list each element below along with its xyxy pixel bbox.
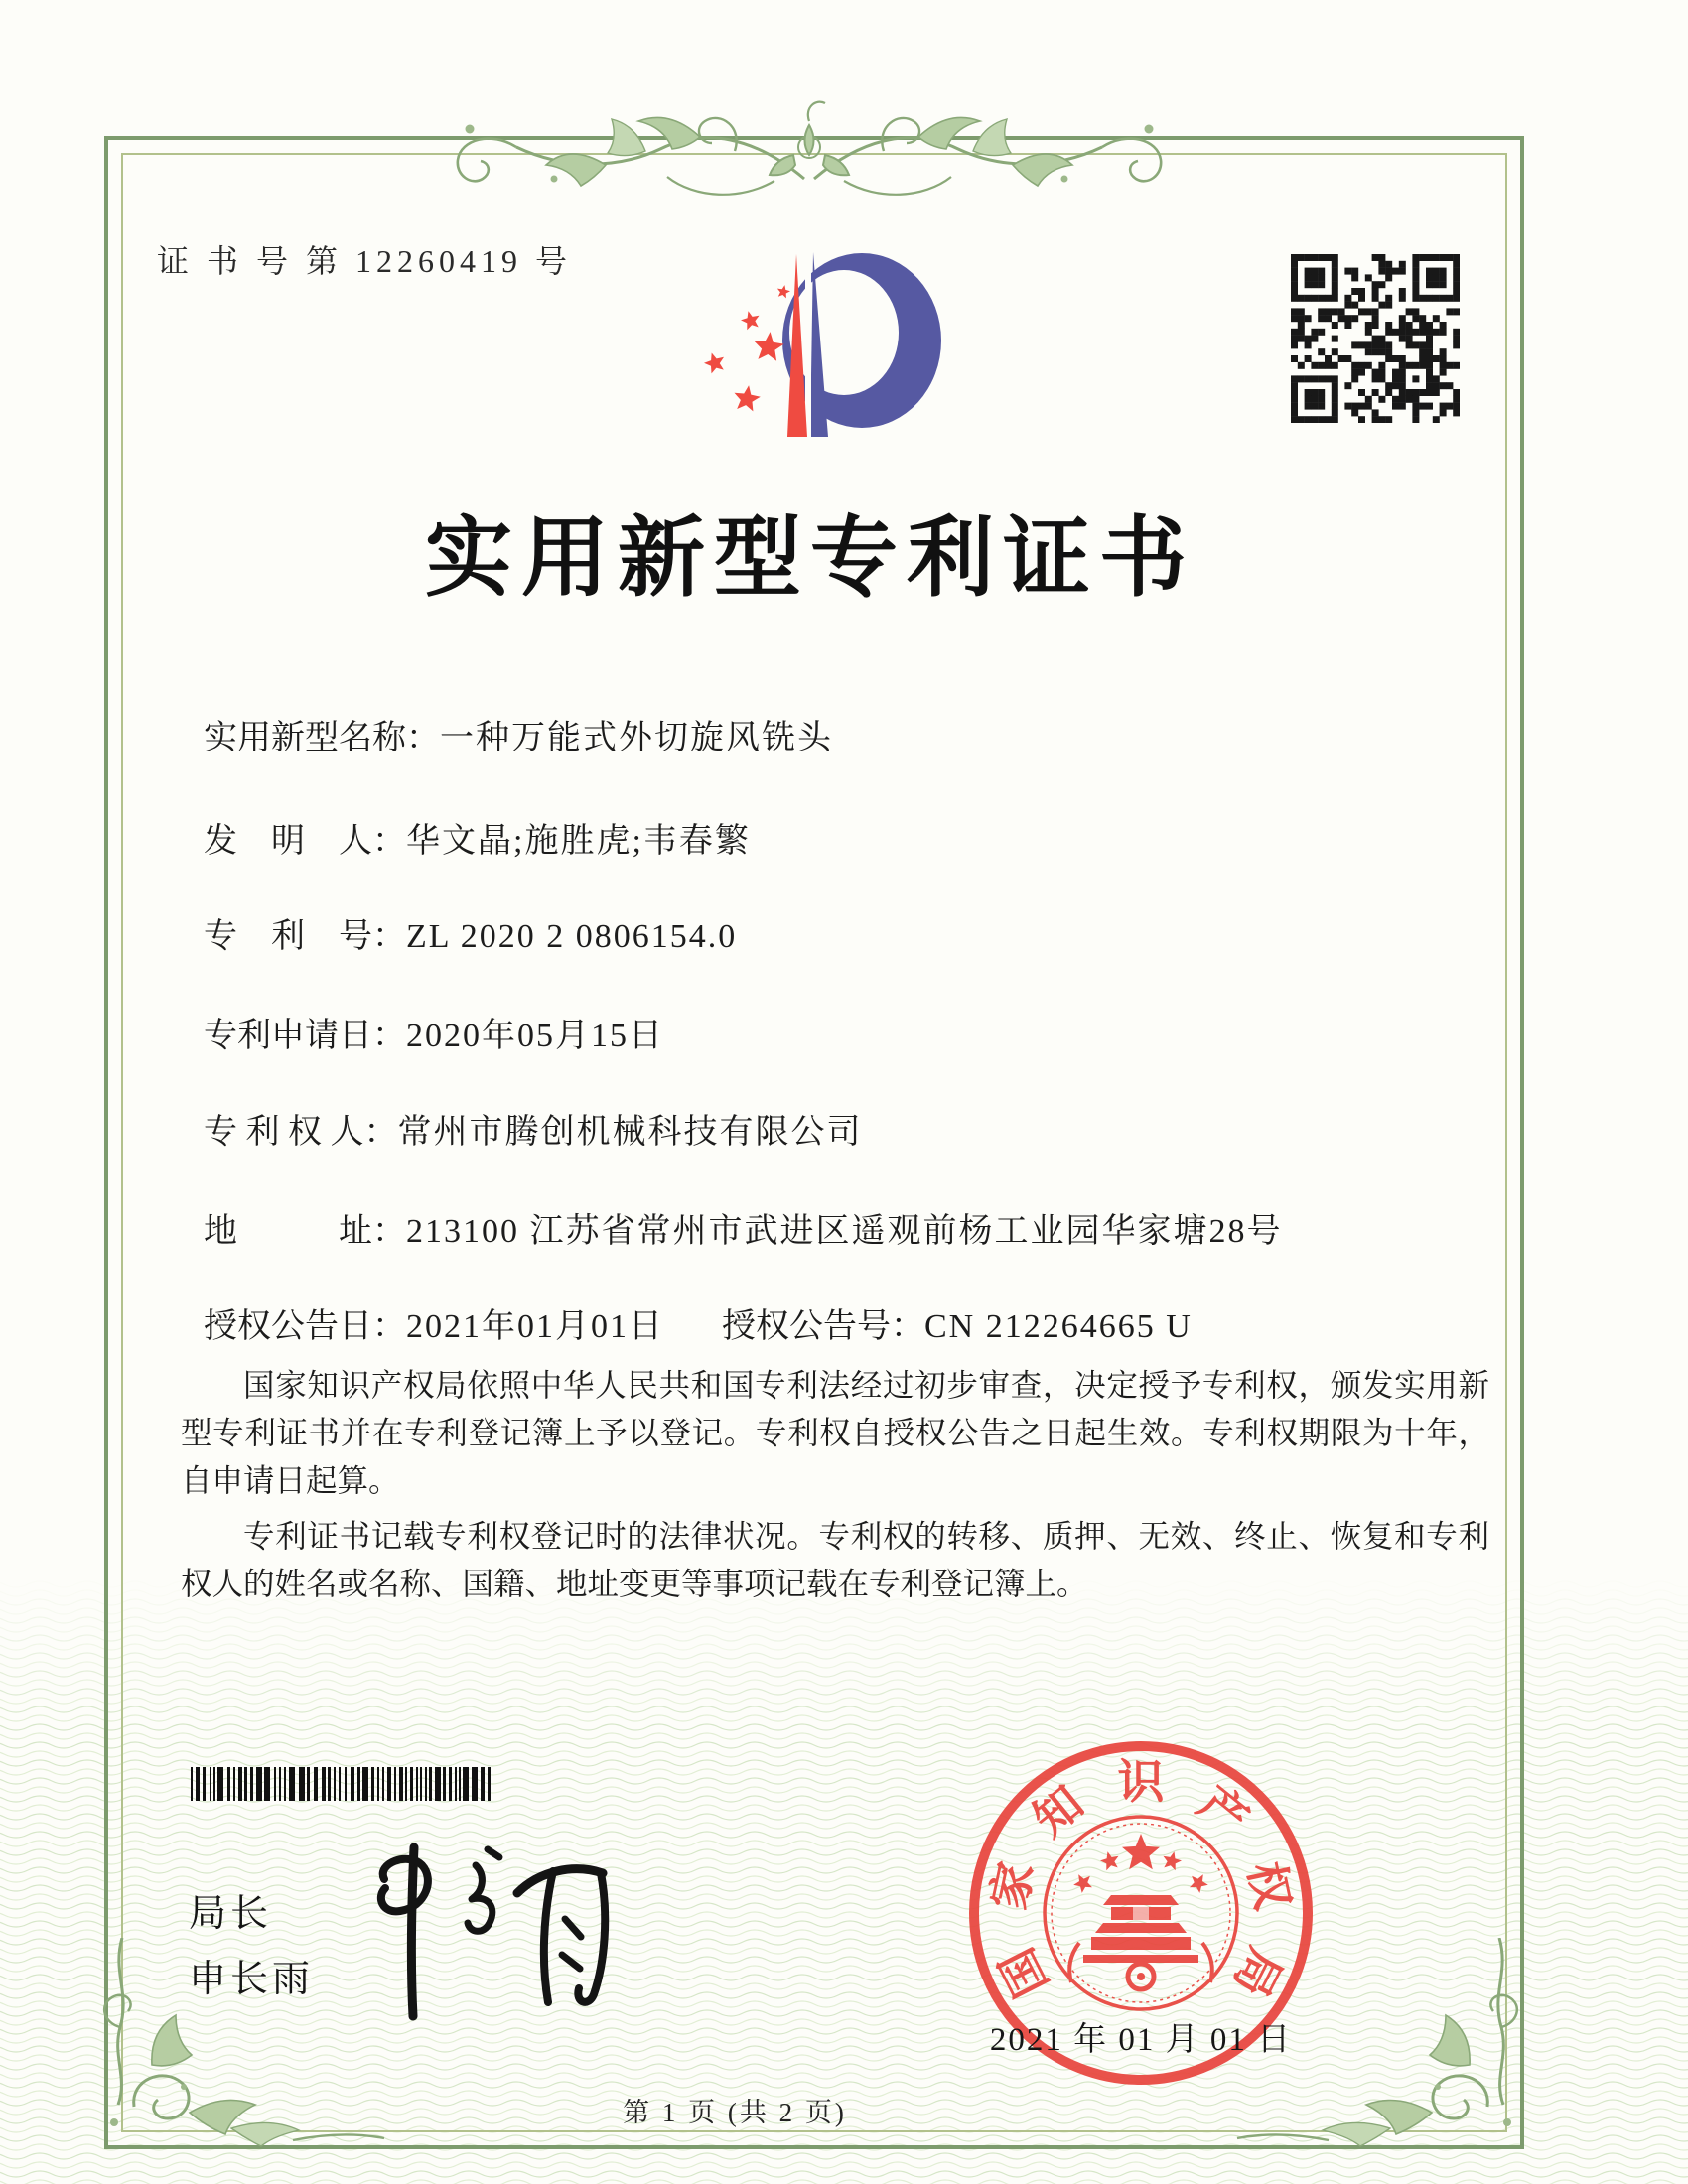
certificate-number: 证 书 号 第 12260419 号 xyxy=(157,243,573,279)
svg-text:产: 产 xyxy=(1188,1777,1258,1847)
field-value: 常州市腾创机械科技有限公司 xyxy=(397,1114,863,1151)
barcode xyxy=(189,1767,498,1801)
cnipa-logo-icon xyxy=(685,226,945,473)
grant-number-value: CN 212264665 U xyxy=(924,1308,1193,1345)
field-value: 213100 江苏省常州市武进区遥观前杨工业园华家塘28号 xyxy=(406,1213,1283,1250)
grant-number-label: 授权公告号： xyxy=(722,1308,924,1345)
field-row-patentee xyxy=(204,1104,863,1153)
director-name: 申长雨 xyxy=(189,1959,315,2000)
field-label: 专 利 权 人： xyxy=(204,1114,398,1151)
field-label: 实用新型名称： xyxy=(204,720,440,756)
legal-text xyxy=(181,1362,1489,1608)
svg-text:识: 识 xyxy=(1117,1757,1165,1809)
field-row-filing-date xyxy=(204,1008,664,1056)
field-row-patent-number xyxy=(204,908,737,957)
svg-text:国: 国 xyxy=(991,1939,1059,2005)
director-signature xyxy=(352,1832,650,2030)
field-value: ZL 2020 2 0806154.0 xyxy=(406,918,738,955)
page-footer: 第 1 页 (共 2 页) xyxy=(623,2098,847,2127)
field-label: 专利申请日： xyxy=(204,1018,406,1054)
field-label: 授权公告日： xyxy=(204,1308,406,1345)
svg-text:局: 局 xyxy=(1222,1939,1291,2005)
field-label: 地 址： xyxy=(204,1213,406,1250)
field-row-address xyxy=(204,1203,1283,1252)
field-label: 发 明 人： xyxy=(204,823,406,860)
seal-date: 2021 年 01 月 01 日 xyxy=(989,2022,1293,2058)
svg-text:家: 家 xyxy=(983,1857,1045,1915)
qr-code xyxy=(1291,254,1460,423)
svg-text:知: 知 xyxy=(1024,1777,1094,1847)
legal-paragraph-2: 专利证书记载专利权登记时的法律状况。专利权的转移、质押、无效、终止、恢复和专利权人的姓名或名称、国籍、地址变更等事项记载在专利登记簿上。 xyxy=(181,1519,1489,1601)
field-value: 一种万能式外切旋风铣头 xyxy=(440,720,833,756)
legal-paragraph-1: 国家知识产权局依照中华人民共和国专利法经过初步审查，决定授予专利权，颁发实用新型专利证书并在专利登记簿上予以登记。专利权自授权公告之日起生效。专利权期限为十年，自申请日起算。 xyxy=(181,1368,1489,1498)
certificate-title: 实用新型专利证书 xyxy=(424,511,1196,608)
field-label: 专 利 号： xyxy=(204,918,406,955)
field-value: 华文晶;施胜虎;韦春繁 xyxy=(406,823,751,860)
field-row-utility-model-name xyxy=(204,710,833,758)
field-row-grant-date xyxy=(204,1298,1193,1347)
field-row-inventors xyxy=(204,813,751,862)
seal-national-emblem xyxy=(1069,1834,1212,1989)
top-flourish-ornament-icon xyxy=(417,68,1201,238)
field-value: 2021年01月01日 xyxy=(406,1308,664,1345)
field-value: 2020年05月15日 xyxy=(406,1018,664,1054)
svg-text:权: 权 xyxy=(1237,1857,1299,1915)
director-title: 局长 xyxy=(189,1893,273,1935)
